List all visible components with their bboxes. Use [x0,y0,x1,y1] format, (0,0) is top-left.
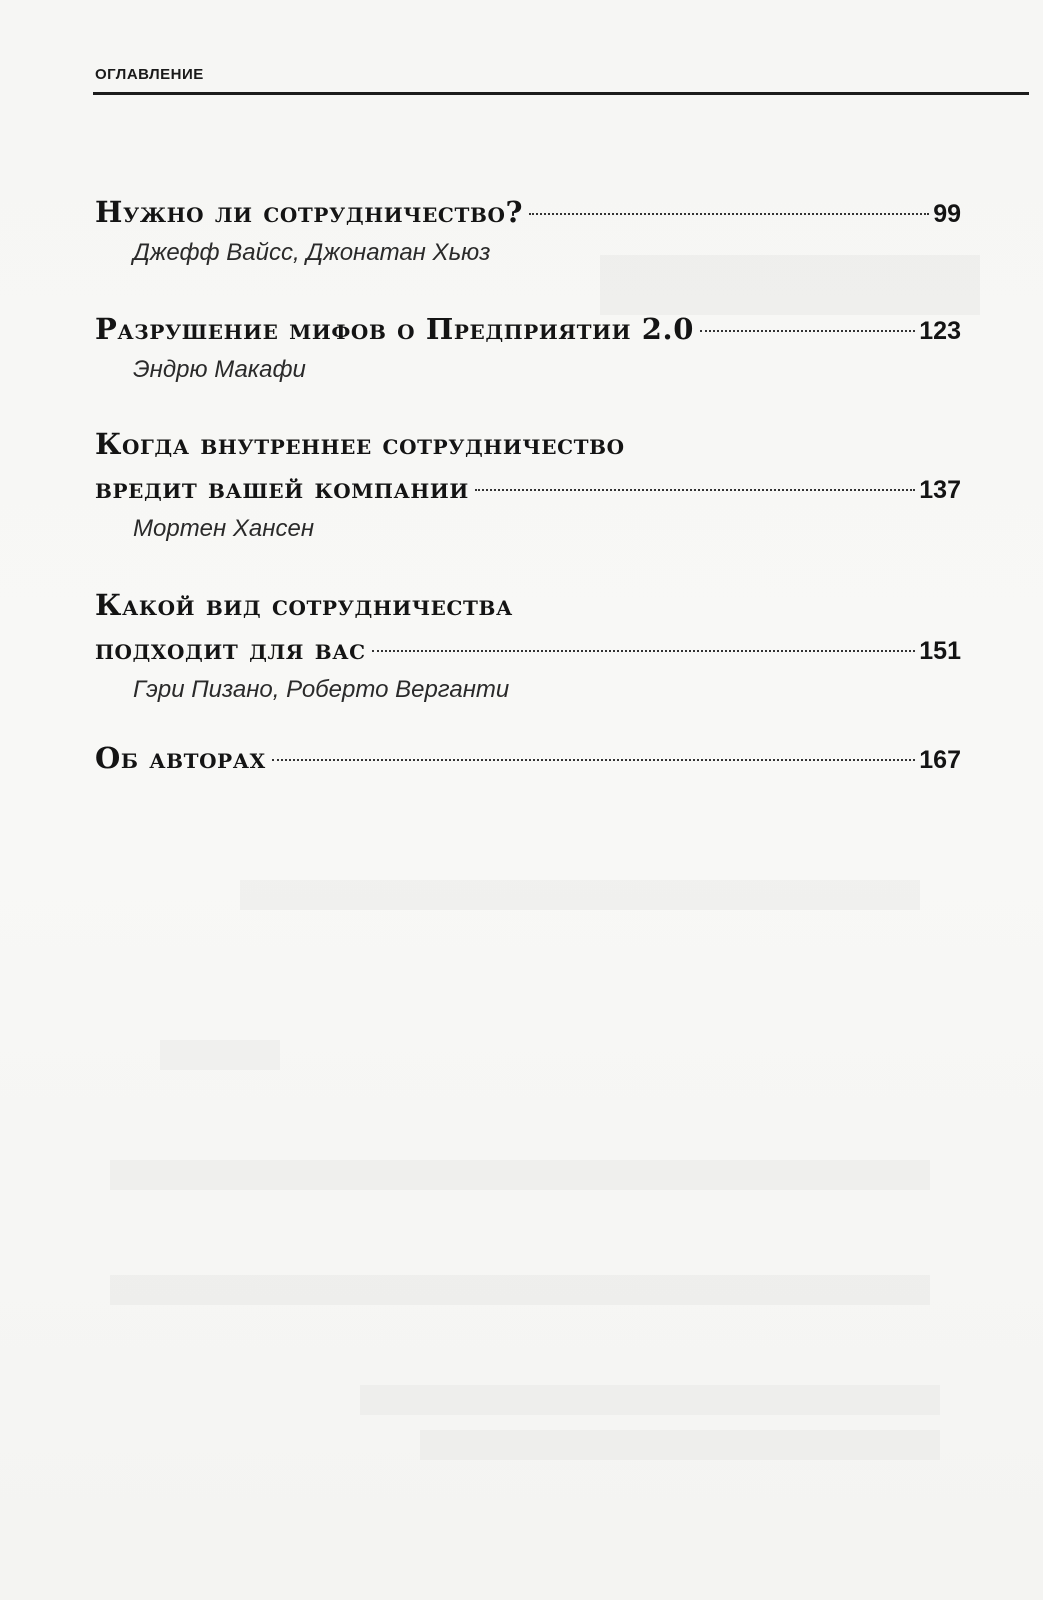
toc-page-number: 167 [919,746,961,774]
toc-title: Разрушение мифов о Предприятии 2.0 [95,312,695,346]
dot-leader [372,650,916,652]
show-through-mark [160,1040,280,1070]
show-through-mark [360,1385,940,1415]
toc-entry [95,736,961,782]
toc-title: вредит вашей компании [95,471,469,505]
show-through-mark [110,1275,930,1305]
toc-title: Об авторах [95,741,266,775]
toc-page-number: 123 [919,317,961,345]
running-head: ОГЛАВЛЕНИЕ [95,66,204,83]
toc-title: Какой вид сотрудничества [95,588,513,622]
toc-title: Нужно ли сотрудничество? [95,195,524,229]
show-through-mark [110,1160,930,1190]
toc-title-row [95,736,961,782]
toc-entry [95,583,961,707]
toc-title: подходит для вас [95,632,366,666]
toc-author: Гэри Пизано, Роберто Верганти [133,676,510,703]
show-through-mark [420,1430,940,1460]
toc-title-row [95,307,961,353]
dot-leader [475,489,915,491]
toc-page-number: 137 [919,476,961,504]
dot-leader [272,759,915,761]
toc-entry [95,422,961,546]
toc-title-row [95,583,961,627]
toc-entry [95,190,961,270]
toc-title-row [95,627,961,673]
toc-author: Джефф Вайсс, Джонатан Хьюз [133,239,491,266]
toc-page-number: 99 [933,200,961,228]
toc-title-row [95,466,961,512]
dot-leader [700,330,915,332]
toc-title-row [95,190,961,236]
header-rule [93,92,1029,95]
toc-title-row [95,422,961,466]
show-through-mark [240,880,920,910]
toc-entry [95,307,961,387]
dot-leader [529,213,929,215]
toc-page-number: 151 [919,637,961,665]
toc-title: Когда внутреннее сотрудничество [95,427,625,461]
toc-author: Эндрю Макафи [133,356,306,383]
toc-author: Мортен Хансен [133,515,315,542]
